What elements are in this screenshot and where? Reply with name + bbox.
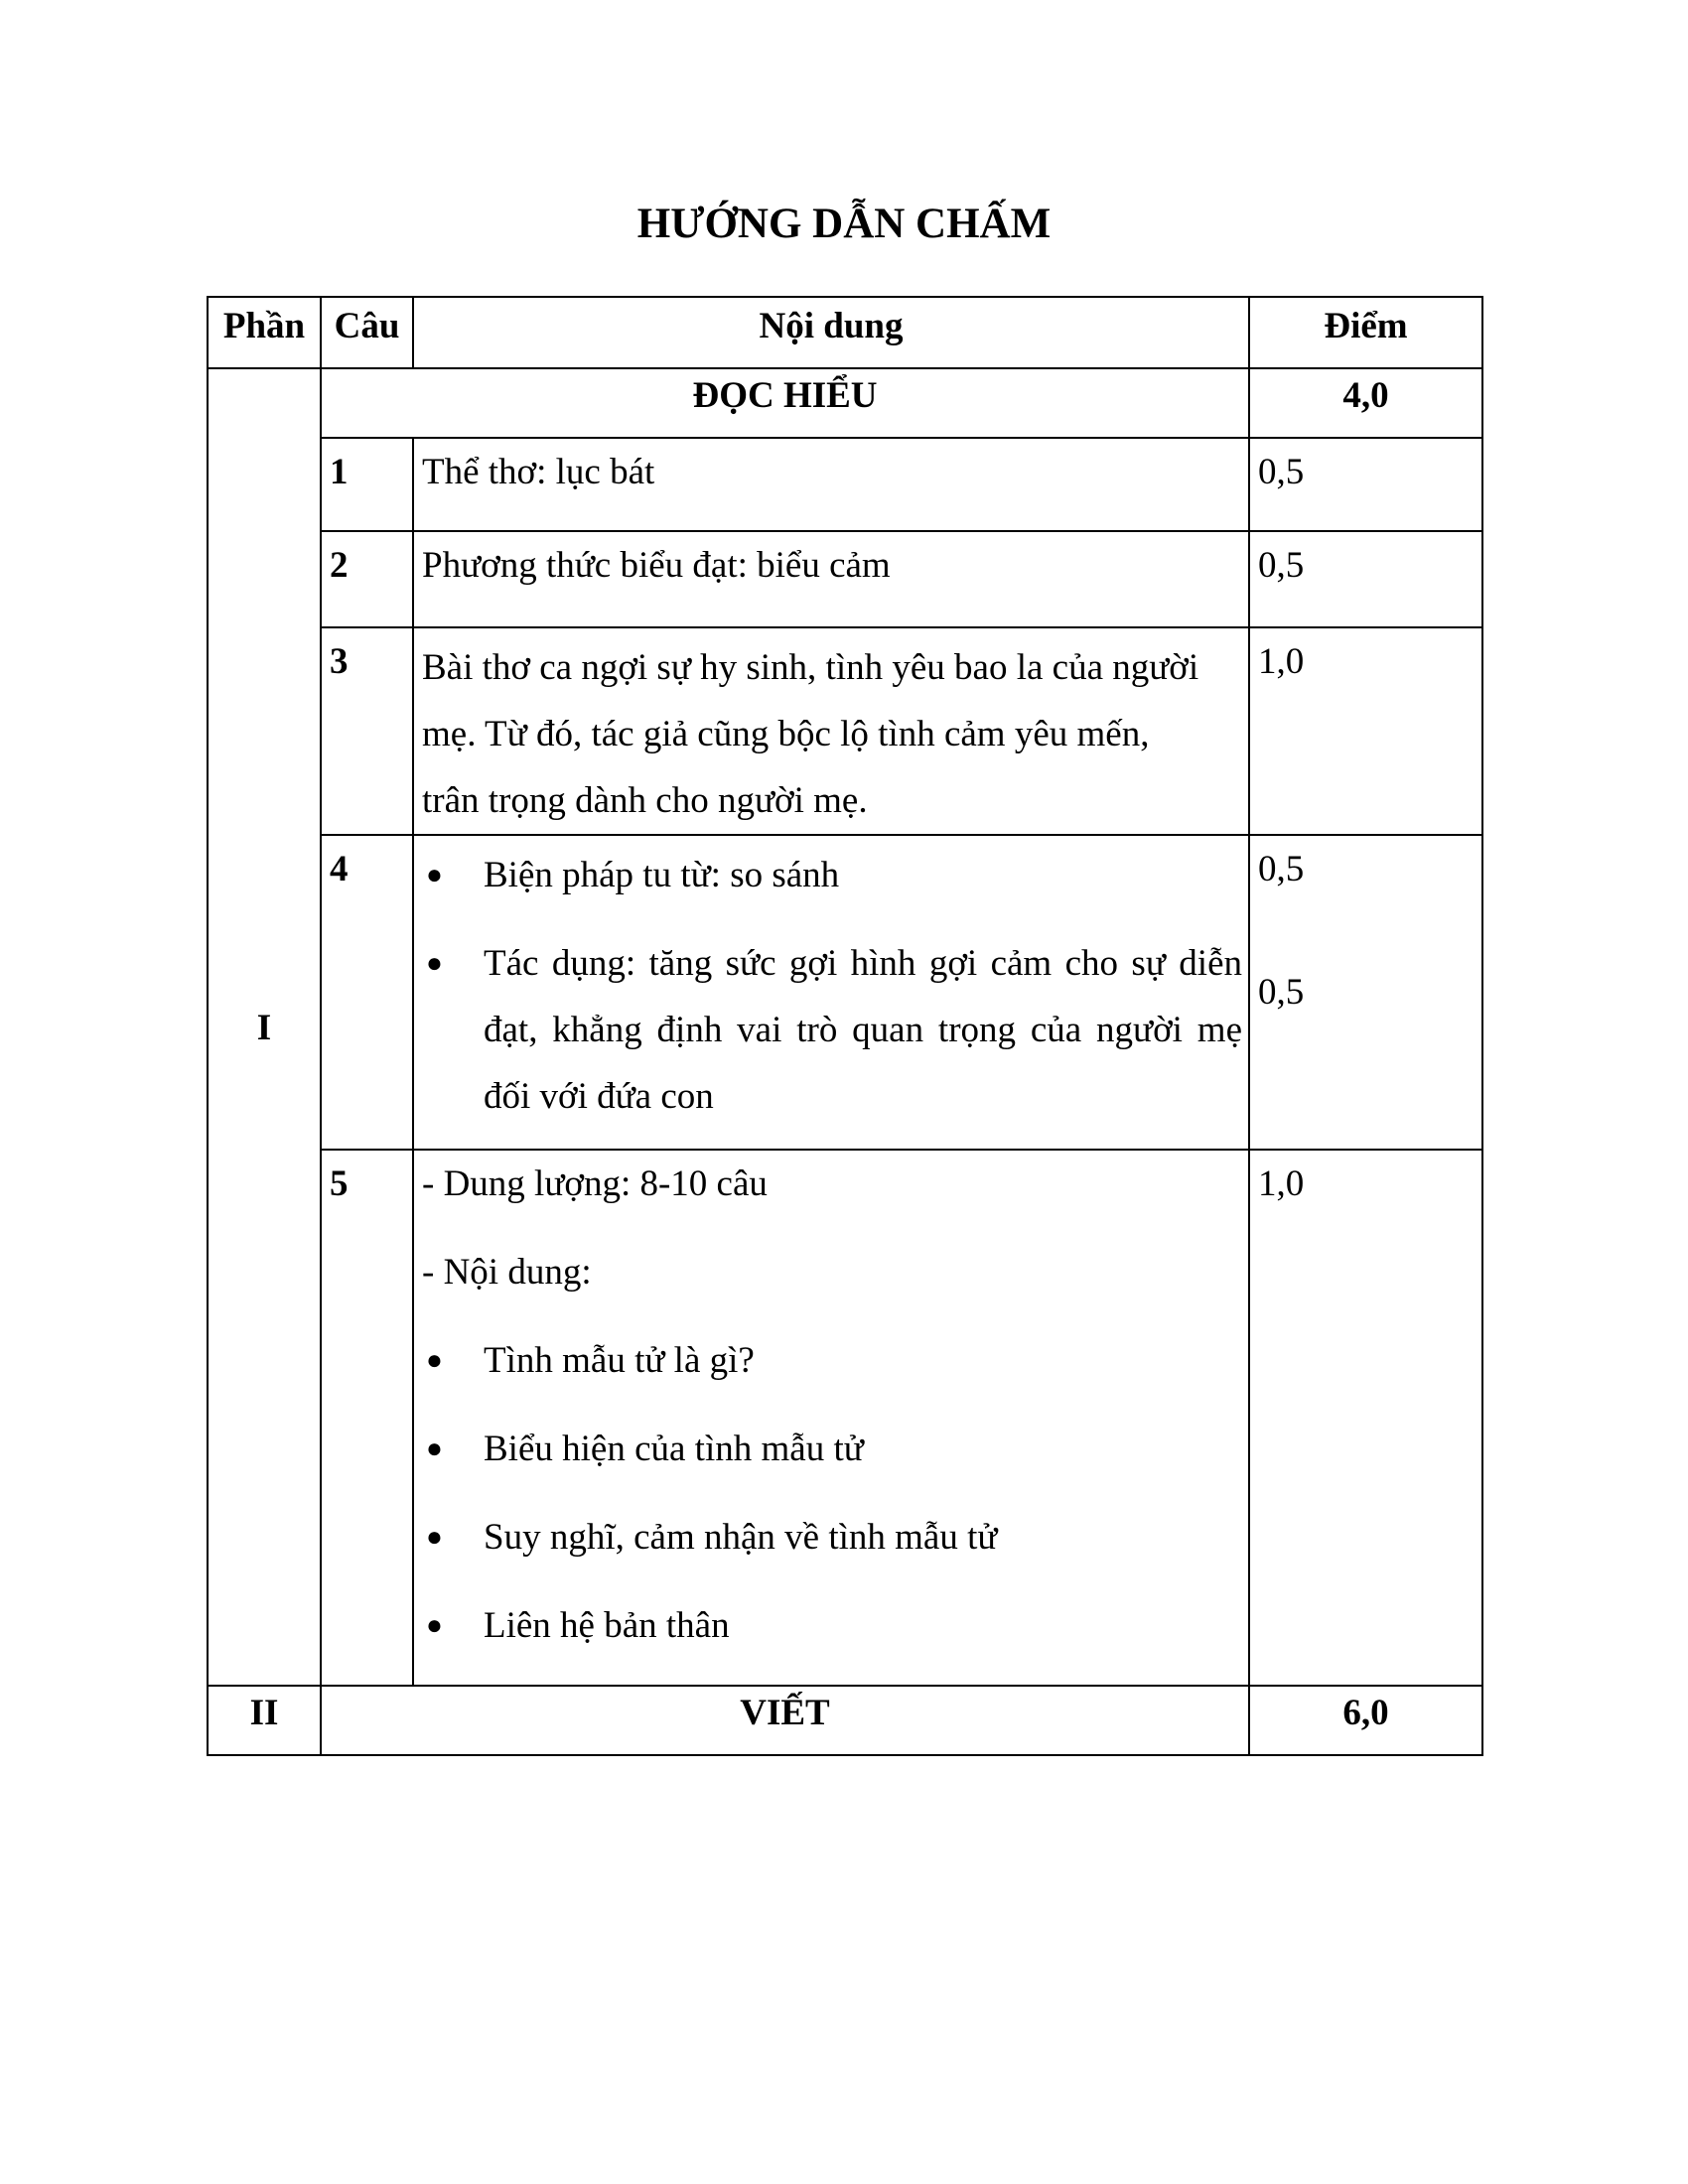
question-score <box>1249 835 1482 1150</box>
list-item <box>422 1598 1242 1654</box>
bullet-icon: ● <box>426 1610 443 1641</box>
header-content: Nội dung <box>413 297 1249 368</box>
table-row <box>208 627 1482 835</box>
page-title: HƯỚNG DẪN CHẤM <box>636 201 1052 247</box>
list-item-text: Liên hệ bản thân <box>484 1605 730 1646</box>
question-number: 4 <box>321 835 413 1150</box>
section-reading-row <box>208 368 1482 438</box>
content-line: - Nội dung: <box>422 1252 592 1293</box>
header-question: Câu <box>321 297 413 368</box>
question-score: 1,0 <box>1249 627 1482 835</box>
list-item <box>422 1422 1242 1477</box>
question-content <box>413 627 1249 835</box>
list-item <box>422 842 1242 908</box>
bullet-icon: ● <box>426 860 443 890</box>
part-cell-reading: I <box>208 368 321 1686</box>
question-content <box>413 835 1249 1150</box>
list-item <box>422 1333 1242 1389</box>
section-writing-score: 6,0 <box>1249 1686 1482 1755</box>
bullet-icon: ● <box>426 948 443 979</box>
score-value: 0,5 <box>1258 849 1305 889</box>
table-header-row <box>208 297 1482 368</box>
question-content: Phương thức biểu đạt: biểu cảm <box>413 531 1249 627</box>
list-item-text: Biện pháp tu từ: so sánh <box>484 855 840 895</box>
list-item-text: Tình mẫu tử là gì? <box>484 1340 755 1381</box>
question-content <box>413 1150 1249 1686</box>
question-score: 0,5 <box>1249 438 1482 531</box>
spacer <box>1258 897 1481 965</box>
question-score: 0,5 <box>1249 531 1482 627</box>
list-item-text: Suy nghĩ, cảm nhận về tình mẫu tử <box>484 1517 998 1558</box>
question-number: 5 <box>321 1150 413 1686</box>
content-line: trân trọng dành cho người mẹ. <box>422 780 868 821</box>
question-number: 3 <box>321 627 413 835</box>
question-content: Thể thơ: lục bát <box>413 438 1249 531</box>
content-line: - Dung lượng: 8-10 câu <box>422 1163 768 1204</box>
list-item-text: Biểu hiện của tình mẫu tử <box>484 1429 864 1469</box>
question-number: 1 <box>321 438 413 531</box>
table-row <box>208 531 1482 627</box>
bullet-icon: ● <box>426 1522 443 1553</box>
section-writing-label: VIẾT <box>321 1686 1249 1755</box>
section-reading-label: ĐỌC HIỂU <box>321 368 1249 438</box>
section-reading-score: 4,0 <box>1249 368 1482 438</box>
table-row <box>208 1150 1482 1686</box>
score-value: 0,5 <box>1258 972 1305 1013</box>
table-row <box>208 438 1482 531</box>
header-score: Điểm <box>1249 297 1482 368</box>
bullet-icon: ● <box>426 1345 443 1376</box>
content-line: mẹ. Từ đó, tác giả cũng bộc lộ tình cảm yêu mến, <box>422 714 1150 754</box>
table-row <box>208 835 1482 1150</box>
section-writing-row <box>208 1686 1482 1755</box>
content-line: Bài thơ ca ngợi sự hy sinh, tình yêu bao la của người <box>422 647 1199 688</box>
header-part: Phần <box>208 297 321 368</box>
bullet-icon: ● <box>426 1433 443 1464</box>
list-item <box>422 930 1242 1130</box>
part-cell-writing: II <box>208 1686 321 1755</box>
list-item-text: Tác dụng: tăng sức gợi hình gợi cảm cho sự diễn đạt, khẳng định vai trò quan trọng của người mẹ đối với đứa con <box>484 943 1242 1117</box>
question-score: 1,0 <box>1249 1150 1482 1686</box>
grading-table <box>207 296 1483 1756</box>
question-number: 2 <box>321 531 413 627</box>
list-item <box>422 1510 1242 1566</box>
